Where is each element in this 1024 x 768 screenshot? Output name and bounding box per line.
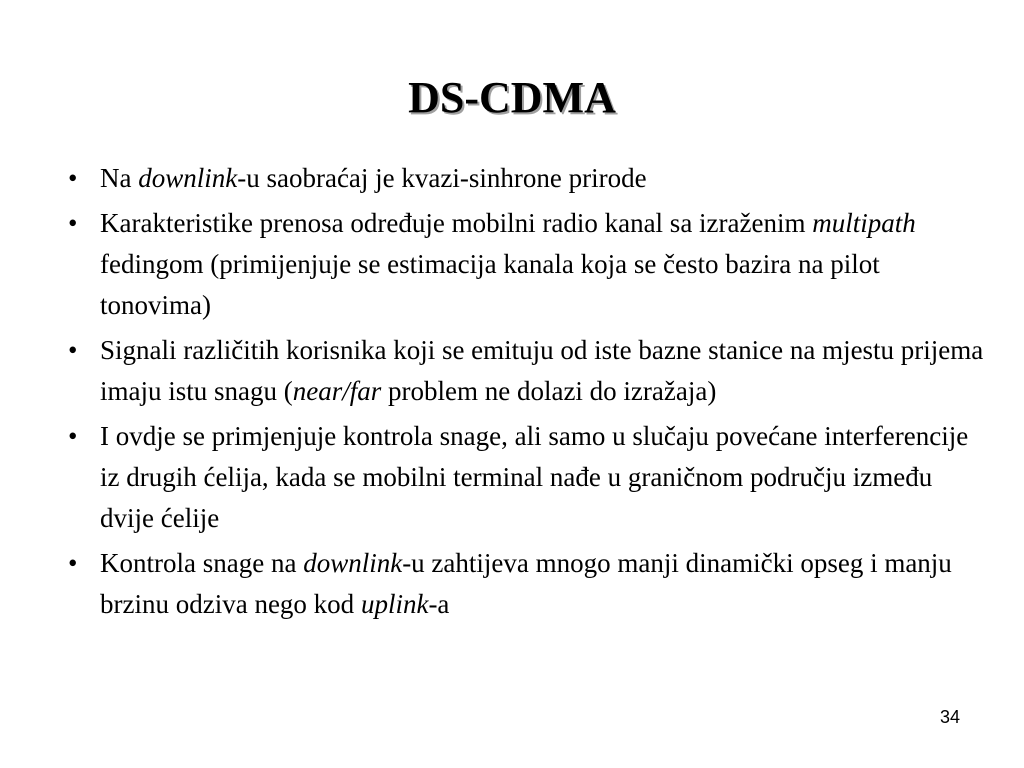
bullet-text-italic: multipath <box>812 208 916 238</box>
bullet-item <box>68 203 988 326</box>
bullet-text <box>100 208 916 320</box>
page-number: 34 <box>939 707 960 727</box>
bullet-text-segment: Na <box>100 163 139 193</box>
bullet-text <box>100 163 647 193</box>
bullet-item <box>68 330 988 412</box>
bullet-dot-icon: • <box>68 335 78 365</box>
bullet-item <box>68 416 988 539</box>
bullet-text-segment: -u zahtijeva mnogo manji dinamički opseg i manju brzinu odziva nego kod <box>100 548 952 619</box>
bullet-text <box>100 548 952 619</box>
bullet-item <box>68 158 988 199</box>
bullet-text-segment: I ovdje se primjenjuje kontrola snage, ali samo u slučaju povećane interferencije iz drugih ćelija, kada se mobilni terminal nađe u graničnom području između dvije ćelije <box>100 421 969 533</box>
bullet-text <box>100 335 983 406</box>
bullet-dot-icon: • <box>68 208 78 238</box>
bullet-text-segment: -a <box>428 589 450 619</box>
bullet-list <box>68 158 988 629</box>
bullet-text-italic: downlink <box>303 548 403 578</box>
bullet-item <box>68 543 988 625</box>
bullet-text-segment: Kontrola snage na <box>100 548 304 578</box>
bullet-text-segment: Signali različitih korisnika koji se emituju od iste bazne stanice na mjestu prijema imaju istu snagu ( <box>100 335 984 406</box>
bullet-text-segment: fedingom (primijenjuje se estimacija kanala koja se često bazira na pilot tonovima) <box>100 249 880 320</box>
bullet-text-italic: downlink <box>138 163 238 193</box>
bullet-text-segment: -u saobraćaj je kvazi-sinhrone prirode <box>237 163 647 193</box>
bullet-text-segment: Karakteristike prenosa određuje mobilni radio kanal sa izraženim <box>100 208 813 238</box>
slide-title: DS-CDMA <box>408 73 616 122</box>
bullet-dot-icon: • <box>68 163 78 193</box>
bullet-text-italic: uplink <box>360 589 429 619</box>
bullet-text-italic: near/far <box>292 376 382 406</box>
bullet-dot-icon: • <box>68 421 78 451</box>
bullet-text <box>100 421 968 533</box>
bullet-text-segment: problem ne dolazi do izražaja) <box>381 376 717 406</box>
bullet-dot-icon: • <box>68 548 78 578</box>
